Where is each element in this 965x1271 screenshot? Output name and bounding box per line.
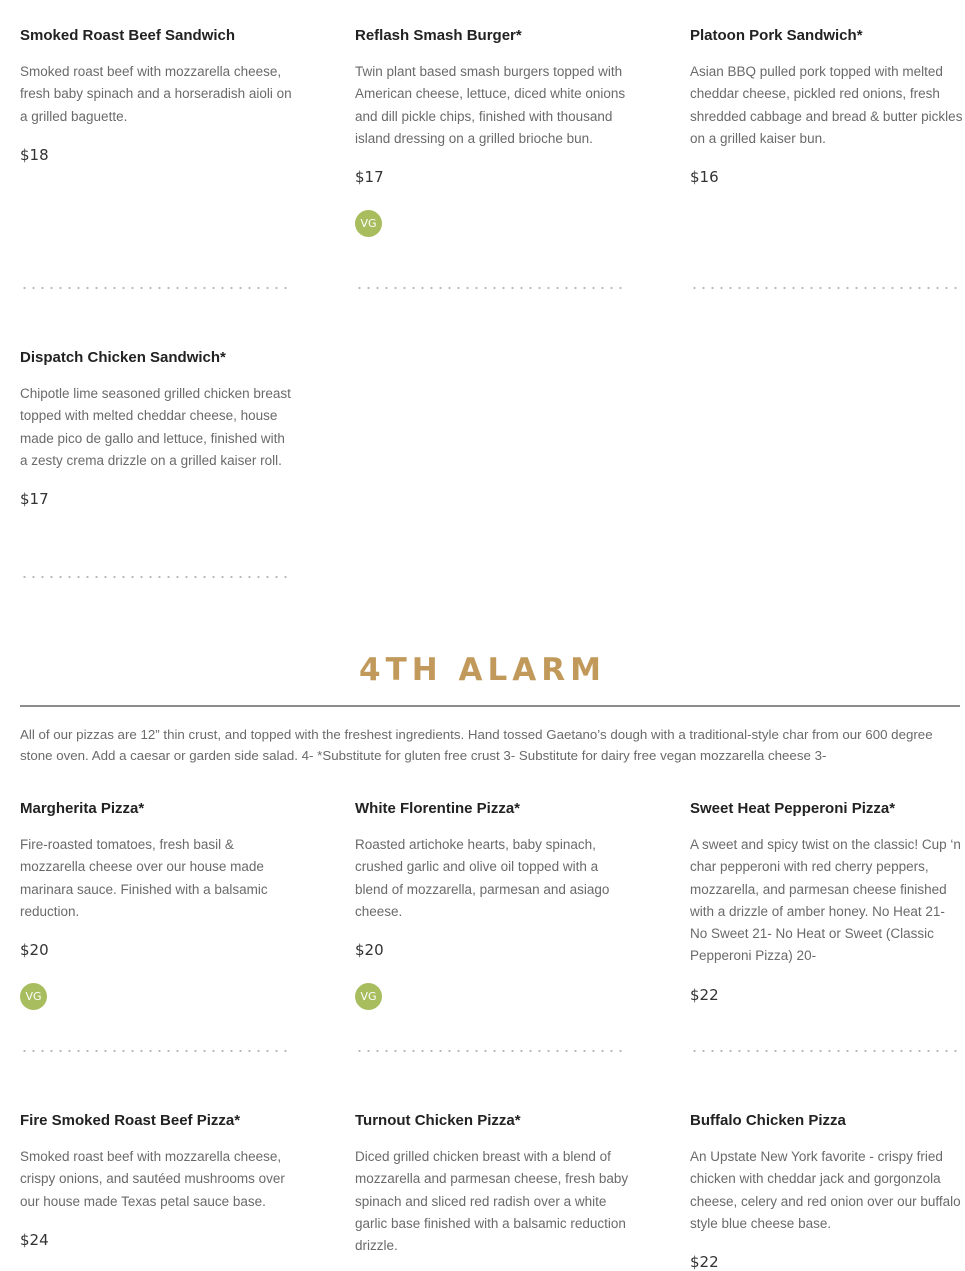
menu-item <box>355 27 630 237</box>
item-title: Platoon Pork Sandwich* <box>690 27 863 44</box>
item-price: $22 <box>690 985 719 1004</box>
item-price: $17 <box>20 490 49 509</box>
menu-item <box>20 800 295 1010</box>
item-price: $20 <box>20 941 49 960</box>
menu-item <box>690 800 965 1004</box>
item-title: Buffalo Chicken Pizza <box>690 1112 846 1129</box>
vegetarian-badge-icon: VG <box>20 983 47 1010</box>
dotted-divider <box>20 1050 290 1052</box>
item-description: Smoked roast beef with mozzarella cheese, crispy onions, and sautéed mushrooms over our house made Texas petal sauce base. <box>20 1149 285 1209</box>
section-rule <box>20 705 960 707</box>
item-title: White Florentine Pizza* <box>355 800 521 817</box>
item-price: $17 <box>355 168 384 187</box>
item-title: Smoked Roast Beef Sandwich <box>20 27 236 44</box>
menu-item <box>20 27 295 164</box>
dotted-divider <box>690 287 960 289</box>
dotted-divider <box>690 1050 960 1052</box>
dotted-divider <box>355 1050 625 1052</box>
item-description: Fire-roasted tomatoes, fresh basil & mozzarella cheese over our house made marinara sauce. Finished with a balsamic reduction. <box>20 837 268 919</box>
item-description: Smoked roast beef with mozzarella cheese, fresh baby spinach and a horseradish aioli on a grilled baguette. <box>20 64 292 124</box>
item-description: Diced grilled chicken breast with a blend of mozzarella and parmesan cheese, fresh baby spinach and sliced red radish over a white garlic base finished with a balsamic reduction drizzle. <box>355 1149 629 1254</box>
section-title: 4TH ALARM <box>359 652 606 688</box>
item-title: Margherita Pizza* <box>20 800 145 817</box>
menu-item <box>355 1112 630 1257</box>
section-intro: All of our pizzas are 12” thin crust, and topped with the freshest ingredients. Hand tossed Gaetano’s dough with a traditional-style char from our 600 degree stone oven. Add a caesar or garden side salad. 4- *Substitute for gluten free crust 3- Substitute for dairy free vegan mozzarella cheese 3- <box>20 727 933 763</box>
item-title: Reflash Smash Burger* <box>355 27 522 44</box>
item-title: Sweet Heat Pepperoni Pizza* <box>690 800 896 817</box>
dotted-divider <box>20 287 290 289</box>
menu-item <box>20 349 295 508</box>
item-title: Dispatch Chicken Sandwich* <box>20 349 226 366</box>
item-price: $22 <box>690 1253 719 1271</box>
menu-item <box>690 27 965 186</box>
vegetarian-badge-icon: VG <box>355 983 382 1010</box>
item-price: $24 <box>20 1230 49 1249</box>
item-title: Fire Smoked Roast Beef Pizza* <box>20 1112 241 1129</box>
menu-item <box>690 1112 965 1271</box>
vegetarian-badge-icon: VG <box>355 210 382 237</box>
item-description: Roasted artichoke hearts, baby spinach, crushed garlic and olive oil topped with a blend of mozzarella, parmesan and asiago cheese. <box>355 837 610 919</box>
item-price: $16 <box>690 168 719 187</box>
item-description: A sweet and spicy twist on the classic! Cup ‘n char pepperoni with red cherry peppers, mozzarella, and parmesan cheese finished with a drizzle of amber honey. No Heat 21- No Sweet 21- No Heat or Sweet (Classic Pepperoni Pizza) 20- <box>690 837 961 964</box>
item-price: $18 <box>20 145 49 164</box>
item-title: Turnout Chicken Pizza* <box>355 1112 521 1129</box>
menu-item <box>20 1112 295 1249</box>
dotted-divider <box>20 576 290 578</box>
dotted-divider <box>355 287 625 289</box>
item-description: Asian BBQ pulled pork topped with melted cheddar cheese, pickled red onions, fresh shredded cabbage and bread & butter pickles on a grilled kaiser bun. <box>690 64 963 146</box>
menu-item <box>355 800 630 1010</box>
item-price: $20 <box>355 941 384 960</box>
item-description: An Upstate New York favorite - crispy fried chicken with cheddar jack and gorgonzola cheese, celery and red onion over our buffalo style blue cheese base. <box>690 1149 961 1231</box>
item-description: Chipotle lime seasoned grilled chicken breast topped with melted cheddar cheese, house made pico de gallo and lettuce, finished with a zesty crema drizzle on a grilled kaiser roll. <box>20 386 291 468</box>
item-description: Twin plant based smash burgers topped with American cheese, lettuce, diced white onions and dill pickle chips, finished with thousand island dressing on a grilled brioche bun. <box>355 64 626 146</box>
